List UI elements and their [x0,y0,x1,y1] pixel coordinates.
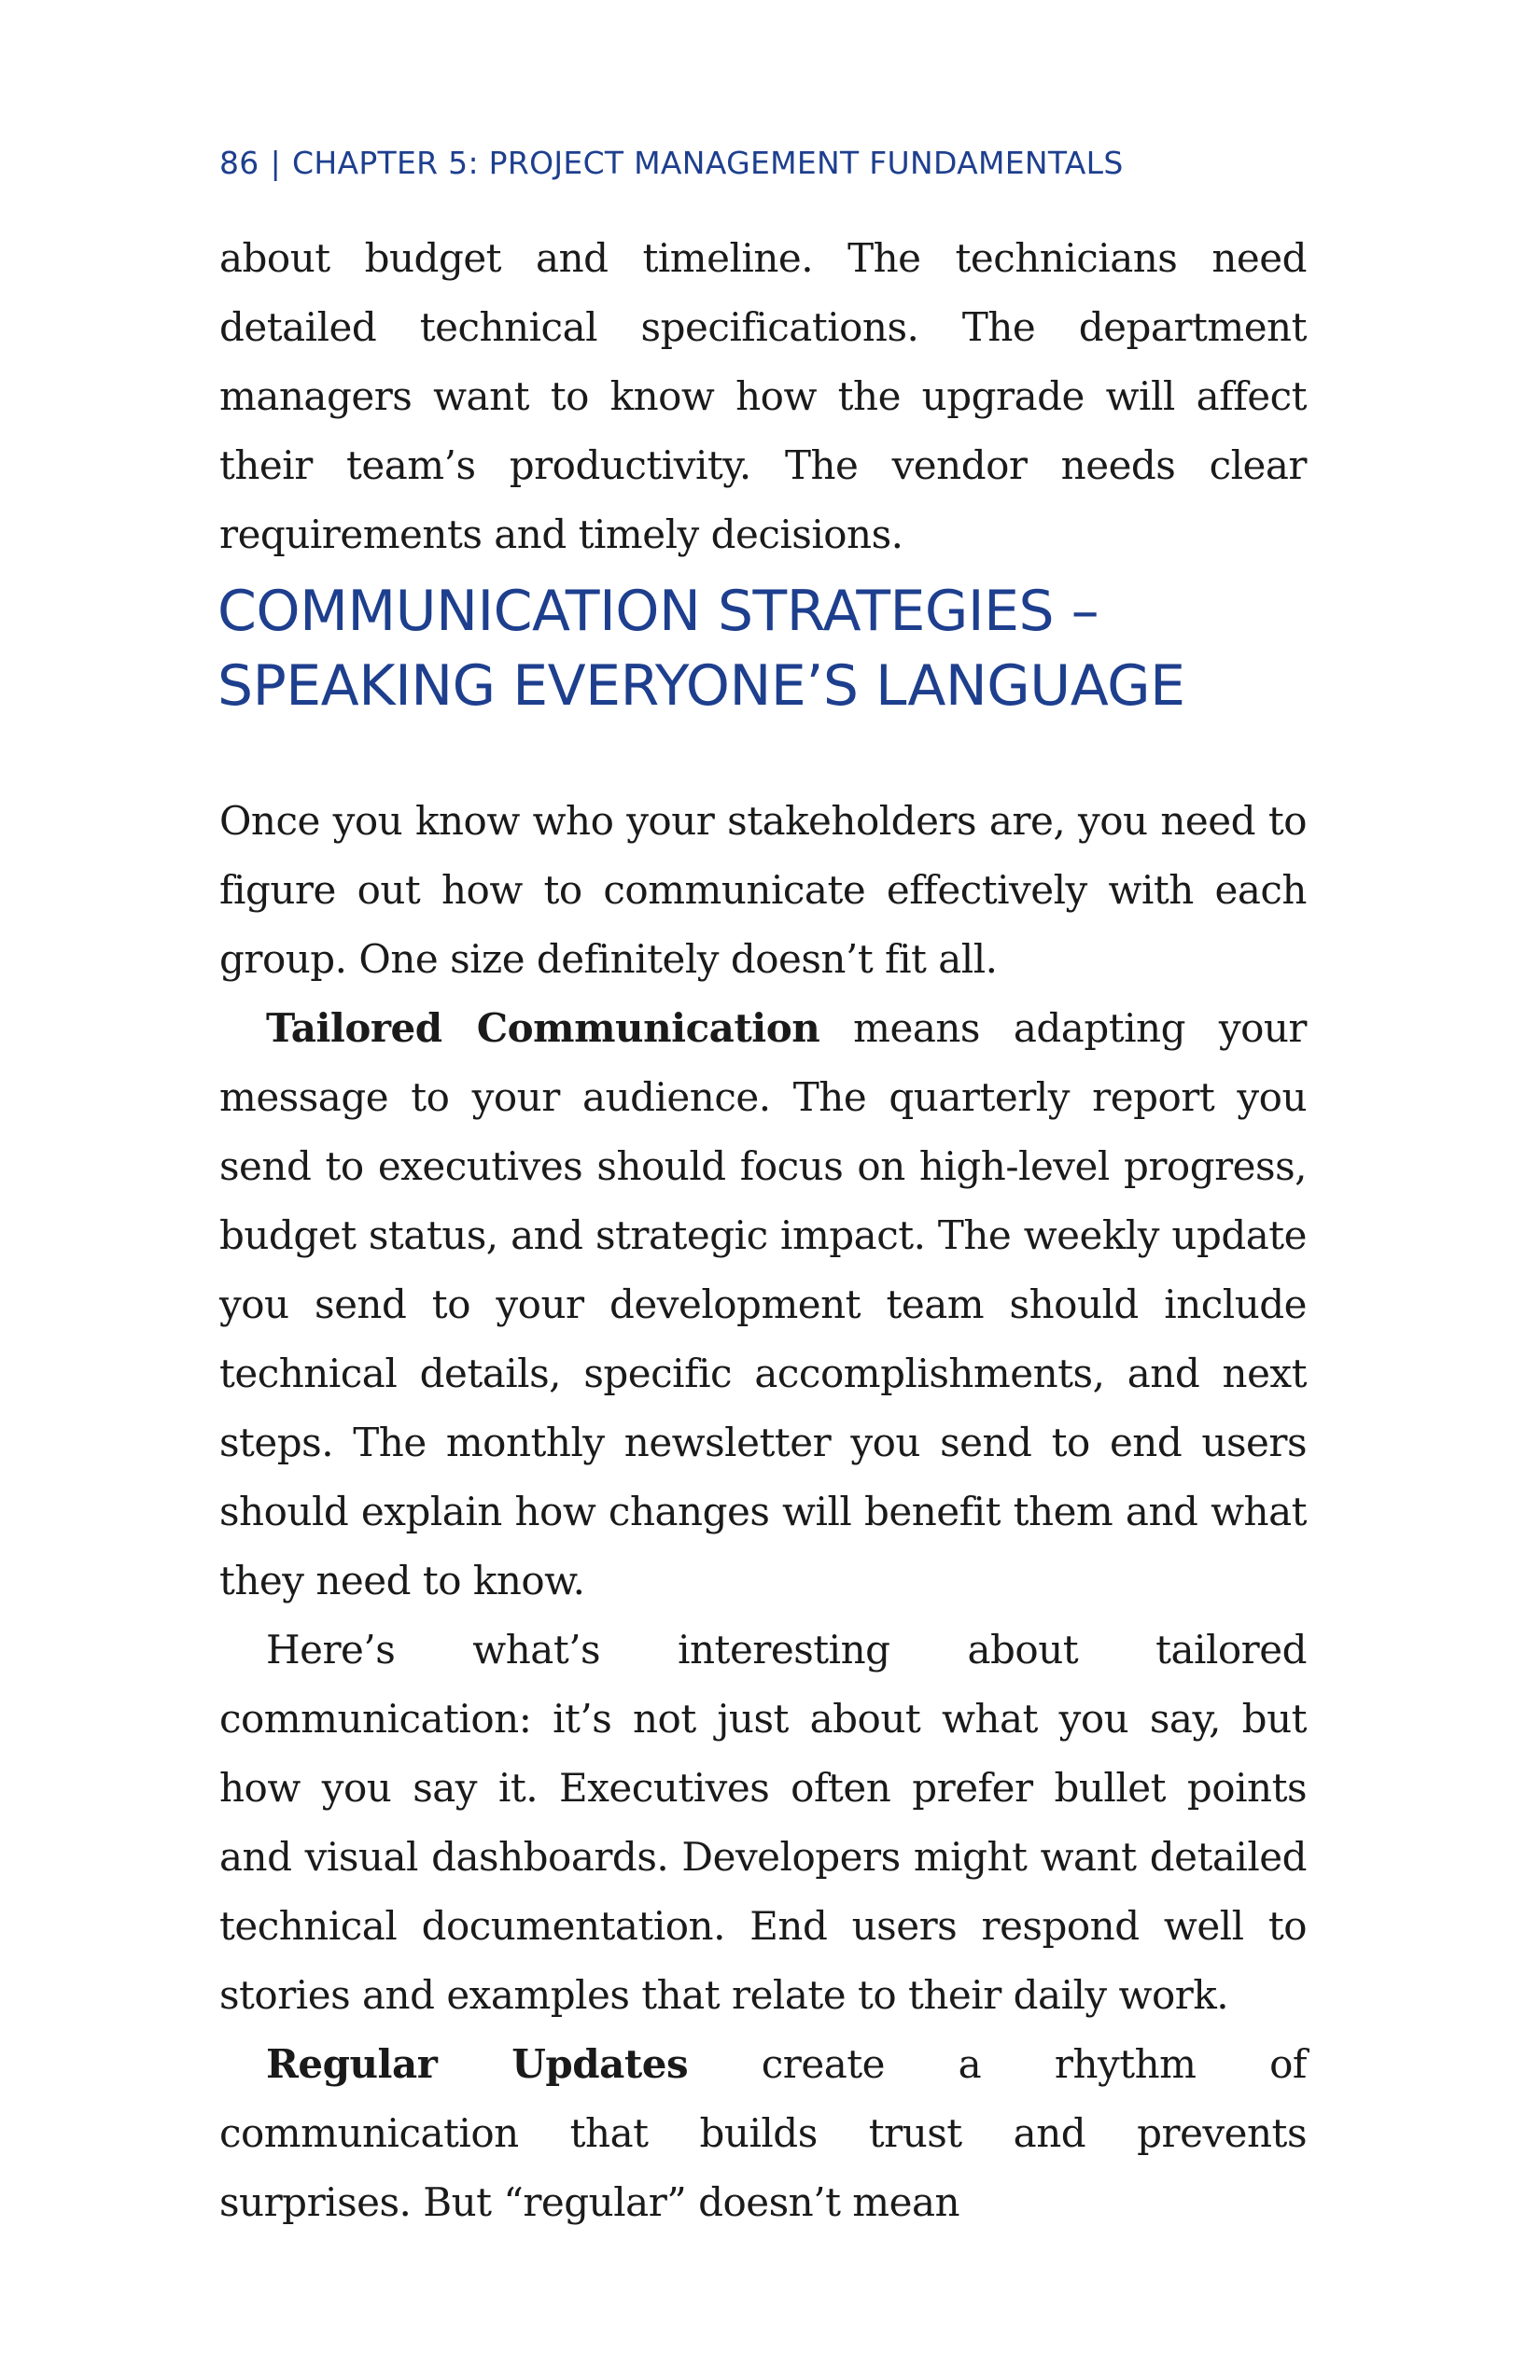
continuation-paragraph-block [219,224,1307,569]
running-header [219,143,1124,184]
tailored-communication-paragraph [219,994,1307,1616]
section-body [219,787,1307,2237]
tailored-communication-term: Tailored Communication [266,1005,820,1051]
regular-updates-text: create a rhythm of communication that builds trust and prevents surprises. But “regular” doesn’t mean [219,2041,1307,2225]
header-separator: | [270,145,282,181]
continuation-paragraph: about budget and timeline. The technicians need detailed technical specifications. The department managers want to know how the upgrade will affect their team’s productivity. The vendor needs clear requirements and timely decisions. [219,235,1307,557]
regular-updates-paragraph [219,2030,1307,2237]
interesting-paragraph: Here’s what’s interesting about tailored communication: it’s not just about what you say, but how you say it. Executives often prefer bullet points and visual dashboards. Developers might want detailed technical documentation. End users respond well to stories and examples that relate to their daily work. [219,1627,1307,2018]
section-heading-line-2: SPEAKING EVERYONE’S LANGUAGE [217,653,1185,719]
tailored-communication-text: means adapting your message to your audience. The quarterly report you send to executives should focus on high-level progress, budget status, and strategic impact. The weekly update you send to your development team should include technical details, specific accomplishments, and next steps. The monthly newsletter you send to end users should explain how changes will benefit them and what they need to know. [219,1005,1307,1603]
intro-paragraph: Once you know who your stakeholders are, you need to figure out how to communicate effectively with each group. One size definitely doesn’t fit all. [219,798,1307,982]
section-heading [217,574,1337,723]
chapter-title: CHAPTER 5: PROJECT MANAGEMENT FUNDAMENTALS [292,145,1124,181]
page-number: 86 [219,145,259,181]
section-heading-line-1: COMMUNICATION STRATEGIES – [217,579,1099,644]
regular-updates-term: Regular Updates [266,2041,689,2087]
